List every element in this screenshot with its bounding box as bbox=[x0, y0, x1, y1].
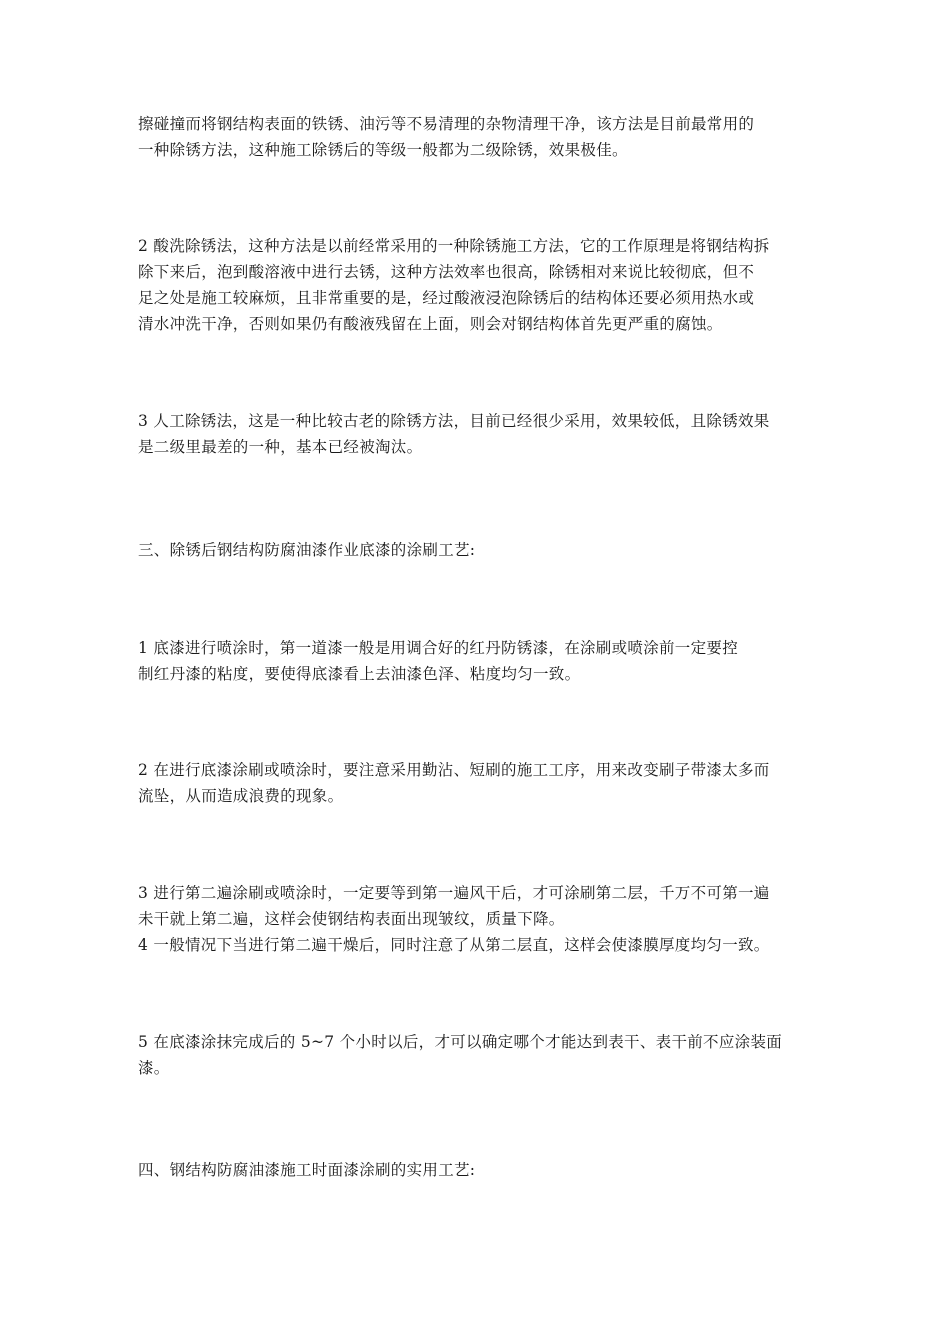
paragraph-7-line-2: 漆。 bbox=[138, 1059, 170, 1077]
paragraph-1-line-2: 一种除锈方法，这种施工除锈后的等级一般都为二级除锈，效果极佳。 bbox=[138, 141, 628, 159]
paragraph-2-line-3: 足之处是施工较麻烦，且非常重要的是，经过酸液浸泡除锈后的结构体还要必须用热水或 bbox=[138, 289, 755, 307]
paragraph-7-line-1: 5 在底漆涂抹完成后的 5~7 个小时以后，才可以确定哪个才能达到表干、表干前不应涂装面 bbox=[138, 1033, 783, 1051]
paragraph-4-line-1: 1 底漆进行喷涂时，第一道漆一般是用调合好的红丹防锈漆，在涂刷或喷涂前一定要控 bbox=[138, 639, 738, 657]
paragraph-2-line-2: 除下来后，泡到酸溶液中进行去锈，这种方法效率也很高，除锈相对来说比较彻底，但不 bbox=[138, 263, 755, 281]
paragraph-6-line-3: 4 一般情况下当进行第二遍干燥后，同时注意了从第二层直，这样会使漆膜厚度均匀一致。 bbox=[138, 936, 770, 954]
paragraph-5-line-1: 2 在进行底漆涂刷或喷涂时，要注意采用勤沾、短刷的施工工序，用来改变刷子带漆太多而 bbox=[138, 761, 770, 779]
paragraph-1-line-1: 擦碰撞而将钢结构表面的铁锈、油污等不易清理的杂物清理干净，该方法是目前最常用的 bbox=[138, 115, 755, 133]
paragraph-2-line-4: 清水冲洗干净，否则如果仍有酸液残留在上面，则会对钢结构体首先更严重的腐蚀。 bbox=[138, 315, 723, 333]
paragraph-6-line-1: 3 进行第二遍涂刷或喷涂时，一定要等到第一遍风干后，才可涂刷第二层，千万不可第一遍 bbox=[138, 884, 770, 902]
paragraph-3-line-1: 3 人工除锈法，这是一种比较古老的除锈方法，目前已经很少采用，效果较低，且除锈效果 bbox=[138, 412, 770, 430]
section-heading-3: 三、除锈后钢结构防腐油漆作业底漆的涂刷工艺: bbox=[138, 541, 476, 559]
paragraph-5-line-2: 流坠，从而造成浪费的现象。 bbox=[138, 787, 344, 805]
paragraph-6-line-2: 未干就上第二遍，这样会使钢结构表面出现皱纹，质量下降。 bbox=[138, 910, 565, 928]
paragraph-2-line-1: 2 酸洗除锈法，这种方法是以前经常采用的一种除锈施工方法，它的工作原理是将钢结构拆 bbox=[138, 237, 770, 255]
section-heading-4: 四、钢结构防腐油漆施工时面漆涂刷的实用工艺: bbox=[138, 1161, 476, 1179]
paragraph-4-line-2: 制红丹漆的粘度，要使得底漆看上去油漆色泽、粘度均匀一致。 bbox=[138, 665, 581, 683]
paragraph-3-line-2: 是二级里最差的一种，基本已经被淘汰。 bbox=[138, 438, 423, 456]
